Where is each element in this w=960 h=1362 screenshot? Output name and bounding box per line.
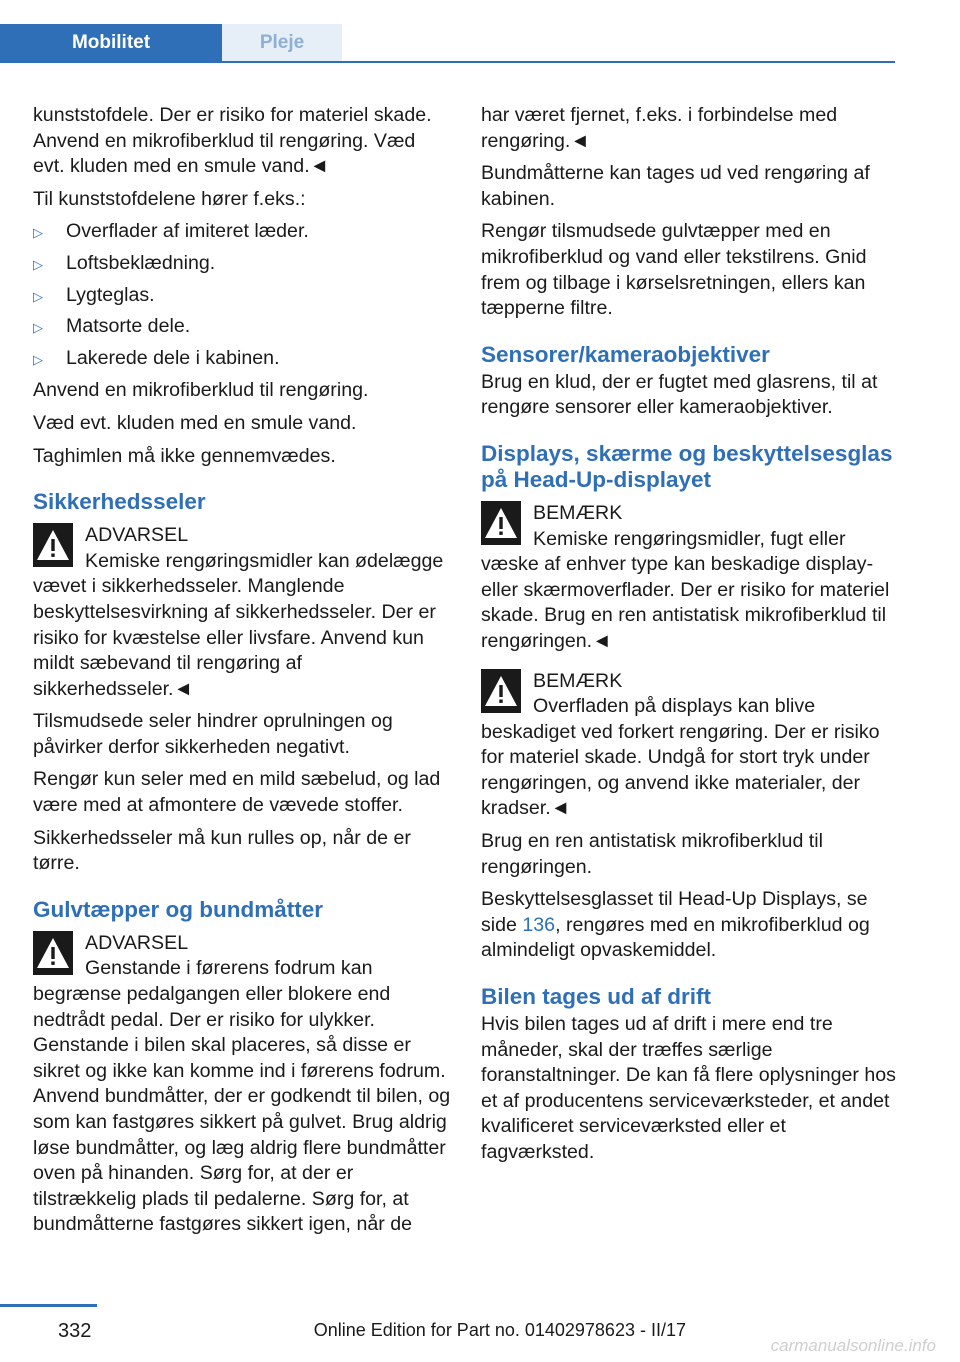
list-item: ▷ Lygteglas. [33, 283, 451, 309]
warning-label: ADVARSEL [85, 931, 189, 954]
bullet-triangle-icon: ▷ [33, 351, 43, 367]
note-text: Overfladen på displays kan blive beskadiget ved forkert rengøring. Der er risiko for materiel skade. Undgå for stort tryk under rengøringen, og anvend ikke materialer, der kradser.◄ [481, 695, 880, 820]
tab-pleje[interactable]: Pleje [222, 24, 342, 62]
warning-triangle-icon [33, 931, 73, 975]
bullet-list [33, 219, 451, 371]
page-reference-link[interactable]: 136 [522, 913, 556, 936]
paragraph: Anvend en mikrofiberklud til rengøring. [33, 379, 369, 402]
paragraph: Rengør tilsmudsede gulvtæpper med en mikrofiberklud og vand eller tekstilrens. Gnid frem og tilbage i kørselsretningen, ellers kan tæpperne filtre. [481, 220, 867, 320]
footer-rule [0, 1304, 97, 1307]
bullet-triangle-icon: ▷ [33, 225, 43, 241]
heading-gulvtaepper: Gulvtæpper og bundmåtter [33, 896, 324, 922]
note-box [481, 501, 897, 655]
warning-text: Kemiske rengøringsmidler kan ødelægge vævet i sikkerhedsseler. Manglende beskyttelsesvirkning af sikkerhedsseler. Der er risiko for kvæstelse eller livsfare. Anvend kun mildt sæbevand til rengøring af sikkerhedsseler.◄ [33, 549, 444, 700]
paragraph: Væd evt. kluden med en smule vand. [33, 411, 357, 434]
paragraph: Taghimlen må ikke gennemvædes. [33, 444, 336, 467]
page-number: 332 [58, 1320, 92, 1342]
paragraph: Brug en klud, der er fugtet med glasrens, til at rengøre sensorer eller kameraobjektiver. [481, 370, 878, 419]
tab-mobilitet[interactable]: Mobilitet [0, 24, 222, 62]
heading-sensorer: Sensorer/kameraobjektiver [481, 341, 770, 367]
warning-text: Genstande i førerens fodrum kan begrænse pedalgangen eller blokere end nedtrådt pedal. Der er risiko for ulykker. Genstande i bilen skal placeres, så disse er sikret og ikke kan komme ind i førerens fodrum. Anvend bundmåtter, der er godkendt til bilen, og som kan fastgøres sikkert på gulvet. Brug aldrig løse bundmåtter, og læg aldrig flere bundmåtter oven på hinanden. Sørg for, at der er tilstrækkelig plads til pedalerne. Sørg for, at bundmåtterne fastgøres sikkert igen, når de [33, 957, 451, 1236]
header-rule [0, 61, 895, 63]
paragraph: Til kunststofdelene hører f.eks.: [33, 187, 306, 210]
warning-box [33, 931, 451, 1238]
bullet-triangle-icon: ▷ [33, 320, 43, 336]
watermark: carmanualsonline.info [770, 1336, 936, 1355]
paragraph: Sikkerhedsseler må kun rulles op, når de er tørre. [33, 826, 411, 875]
warning-triangle-icon [33, 523, 73, 567]
paragraph: kunststofdele. Der er risiko for materiel skade. Anvend en mikrofiberklud til rengøring. Væd evt. kluden med en smule vand.◄ [33, 104, 432, 178]
warning-label: ADVARSEL [85, 524, 189, 547]
right-column [481, 103, 897, 1173]
paragraph: Tilsmudsede seler hindrer oprulningen og påvirker derfor sikkerheden negativt. [33, 710, 393, 758]
warning-box [33, 523, 451, 702]
paragraph: har været fjernet, f.eks. i forbindelse med rengøring.◄ [481, 104, 838, 152]
paragraph: Hvis bilen tages ud af drift i mere end tre måneder, skal der træffes særlige foranstaltninger. De kan få flere oplysninger hos et af producentens serviceværksteder, et andet kvalificeret serviceværksted eller et fagværksted. [481, 1013, 896, 1163]
list-item: ▷ Loftsbeklædning. [33, 251, 451, 277]
bullet-triangle-icon: ▷ [33, 288, 43, 304]
note-label: BEMÆRK [533, 669, 623, 692]
edition-text: Online Edition for Part no. 01402978623 - II/17 [313, 1320, 686, 1340]
list-item: ▷ Lakerede dele i kabinen. [33, 346, 451, 372]
list-item: ▷ Overflader af imiteret læder. [33, 219, 451, 245]
heading-displays: Displays, skærme og beskyttelsesglas på Head-Up-displayet [481, 440, 893, 492]
list-item: ▷ Matsorte dele. [33, 314, 451, 340]
heading-bilen-tages-ud: Bilen tages ud af drift [481, 984, 712, 1010]
warning-triangle-icon [481, 669, 521, 713]
heading-sikkerhedsseler: Sikkerhedsseler [33, 489, 206, 515]
bullet-triangle-icon: ▷ [33, 256, 43, 272]
paragraph: Bundmåtterne kan tages ud ved rengøring af kabinen. [481, 162, 870, 210]
paragraph: Beskyttelsesglasset til Head-Up Displays, se side 136, rengøres med en mikrofiberklud og almindeligt opvaskemiddel. [481, 888, 870, 962]
note-label: BEMÆRK [533, 501, 623, 524]
paragraph: Rengør kun seler med en mild sæbelud, og lad være med at afmontere de vævede stoffer. [33, 768, 441, 817]
warning-triangle-icon [481, 501, 521, 545]
left-column [33, 103, 451, 1245]
section-tabs [0, 24, 342, 62]
note-box [481, 669, 897, 823]
note-text: Kemiske rengøringsmidler, fugt eller væske af enhver type kan beskadige display- eller skærmoverflader. Der er risiko for materiel skade. Brug en ren antistatisk mikrofiberklud til rengøringen.◄ [481, 527, 890, 652]
paragraph: Brug en ren antistatisk mikrofiberklud til rengøringen. [481, 830, 823, 878]
